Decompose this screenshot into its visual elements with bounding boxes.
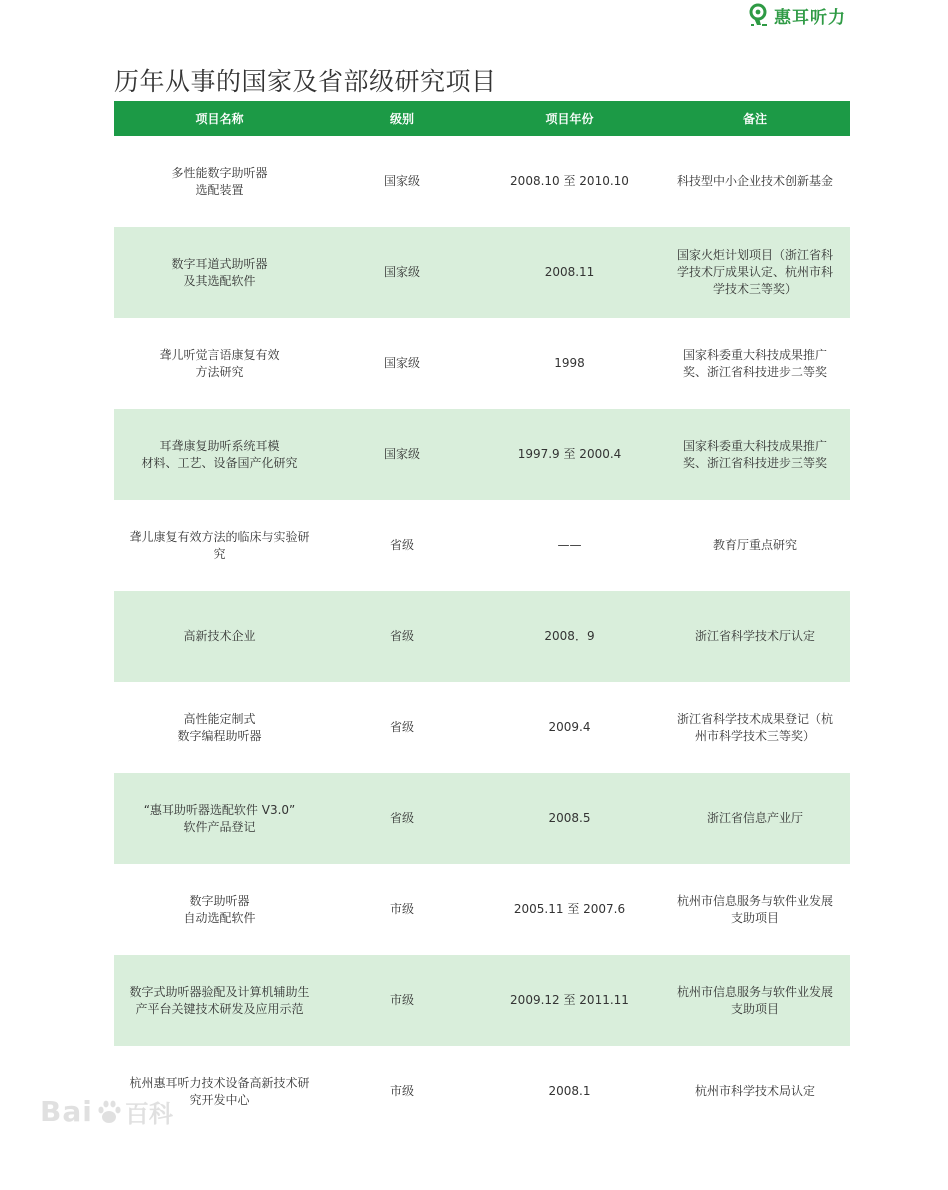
cell-remarks [660, 500, 850, 591]
cell-level [325, 864, 479, 955]
cell-level-text: 市级 [389, 1084, 414, 1098]
cell-level-text: 国家级 [383, 174, 420, 188]
cell-remarks [660, 227, 850, 318]
cell-project-year-text: —— [557, 538, 582, 552]
watermark-latin: Bai [40, 1095, 93, 1128]
cell-level-text: 省级 [389, 811, 414, 825]
cell-remarks-text: 杭州市信息服务与软件业发展 支助项目 [676, 893, 833, 925]
cell-project-name [114, 591, 325, 682]
cell-project-name [114, 955, 325, 1046]
cell-project-name-text: 数字耳道式助听器 及其选配软件 [171, 256, 268, 288]
cell-level-text: 国家级 [383, 265, 420, 279]
cell-project-year [479, 591, 660, 682]
cell-level [325, 409, 479, 500]
cell-remarks [660, 136, 850, 227]
cell-remarks [660, 864, 850, 955]
cell-project-name-text: 高新技术企业 [183, 629, 256, 643]
cell-remarks-text: 杭州市科学技术局认定 [694, 1084, 815, 1098]
cell-remarks [660, 409, 850, 500]
hearing-aid-logo-icon [748, 3, 770, 27]
watermark-cn: 百科 [124, 1100, 173, 1128]
cell-project-year-text: 2008.5 [548, 811, 591, 825]
cell-project-name [114, 773, 325, 864]
cell-project-year [479, 1046, 660, 1137]
brand-logo [748, 2, 846, 28]
cell-level [325, 500, 479, 591]
header-remarks: 备注 [742, 112, 767, 126]
cell-project-name-text: 多性能数字助听器 选配装置 [171, 165, 268, 197]
cell-remarks-text: 杭州市信息服务与软件业发展 支助项目 [676, 984, 833, 1016]
cell-project-year-text: 2009.12 至 2011.11 [510, 993, 629, 1007]
cell-project-year [479, 409, 660, 500]
cell-level [325, 773, 479, 864]
cell-remarks [660, 955, 850, 1046]
table-row [114, 773, 850, 864]
cell-project-year-text: 2008.11 [544, 265, 595, 279]
table-row [114, 136, 850, 227]
cell-project-name [114, 682, 325, 773]
table-row [114, 955, 850, 1046]
cell-level-text: 省级 [389, 538, 414, 552]
cell-project-year-text: 2008.1 [548, 1084, 591, 1098]
header-project-year: 项目年份 [545, 112, 594, 126]
cell-remarks-text: 浙江省信息产业厅 [706, 811, 803, 825]
cell-level-text: 国家级 [383, 447, 420, 461]
cell-level-text: 国家级 [383, 356, 420, 370]
table-row [114, 318, 850, 409]
baidu-paw-icon [95, 1098, 123, 1126]
cell-project-year-text: 2008.10 至 2010.10 [510, 174, 629, 188]
projects-table [114, 101, 850, 1137]
cell-project-year-text: 2009.4 [548, 720, 591, 734]
table-row [114, 500, 850, 591]
cell-project-year-text: 1998 [554, 356, 585, 370]
cell-remarks-text: 浙江省科学技术成果登记（杭 州市科学技术三等奖） [676, 711, 833, 743]
cell-project-name-text: 杭州惠耳听力技术设备高新技术研 究开发中心 [129, 1075, 310, 1107]
page-title: 历年从事的国家及省部级研究项目 [114, 67, 497, 96]
cell-level [325, 136, 479, 227]
cell-project-name-text: “惠耳助听器选配软件 V3.0” 软件产品登记 [143, 802, 296, 834]
cell-remarks [660, 1046, 850, 1137]
brand-name: 惠耳听力 [774, 7, 846, 28]
cell-project-name [114, 136, 325, 227]
cell-project-year [479, 955, 660, 1046]
cell-project-name [114, 864, 325, 955]
baike-watermark [40, 1094, 173, 1129]
cell-remarks-text: 国家科委重大科技成果推广 奖、浙江省科技进步二等奖 [682, 347, 827, 379]
cell-level [325, 227, 479, 318]
cell-level-text: 省级 [389, 629, 414, 643]
cell-remarks [660, 682, 850, 773]
table-row [114, 682, 850, 773]
cell-project-name-text: 耳聋康复助听系统耳模 材料、工艺、设备国产化研究 [141, 438, 298, 470]
cell-project-name [114, 318, 325, 409]
cell-remarks-text: 浙江省科学技术厅认定 [694, 629, 815, 643]
cell-project-name [114, 409, 325, 500]
header-project-name: 项目名称 [195, 112, 244, 126]
table-header [114, 101, 850, 136]
cell-project-name-text: 数字助听器 自动选配软件 [183, 893, 256, 925]
table-row [114, 1046, 850, 1137]
cell-project-name [114, 500, 325, 591]
cell-level-text: 市级 [389, 902, 414, 916]
cell-level [325, 318, 479, 409]
cell-project-name-text: 数字式助听器验配及计算机辅助生 产平台关键技术研发及应用示范 [129, 984, 310, 1016]
cell-project-name [114, 227, 325, 318]
cell-project-year [479, 773, 660, 864]
cell-project-year [479, 318, 660, 409]
table-row [114, 227, 850, 318]
cell-remarks-text: 科技型中小企业技术创新基金 [676, 174, 833, 188]
cell-remarks [660, 591, 850, 682]
cell-project-name-text: 聋儿康复有效方法的临床与实验研 究 [129, 529, 310, 561]
cell-project-name-text: 聋儿听觉言语康复有效 方法研究 [159, 347, 280, 379]
cell-level [325, 682, 479, 773]
table-row [114, 409, 850, 500]
cell-project-year [479, 682, 660, 773]
table-body [114, 136, 850, 1137]
cell-remarks-text: 国家科委重大科技成果推广 奖、浙江省科技进步三等奖 [682, 438, 827, 470]
cell-level [325, 591, 479, 682]
cell-project-year [479, 227, 660, 318]
cell-remarks [660, 318, 850, 409]
cell-project-year [479, 136, 660, 227]
cell-level [325, 955, 479, 1046]
cell-level-text: 省级 [389, 720, 414, 734]
header-level: 级别 [389, 112, 414, 126]
cell-project-year-text: 2008．9 [544, 629, 595, 643]
cell-project-year [479, 864, 660, 955]
cell-project-year-text: 2005.11 至 2007.6 [513, 902, 626, 916]
table-row [114, 864, 850, 955]
cell-project-year [479, 500, 660, 591]
cell-level [325, 1046, 479, 1137]
cell-remarks-text: 国家火炬计划项目（浙江省科 学技术厅成果认定、杭州市科 学技术三等奖） [676, 248, 833, 296]
table-row [114, 591, 850, 682]
cell-level-text: 市级 [389, 993, 414, 1007]
cell-remarks [660, 773, 850, 864]
cell-project-name-text: 高性能定制式 数字编程助听器 [177, 711, 262, 743]
cell-remarks-text: 教育厅重点研究 [712, 538, 797, 552]
cell-project-year-text: 1997.9 至 2000.4 [517, 447, 622, 461]
